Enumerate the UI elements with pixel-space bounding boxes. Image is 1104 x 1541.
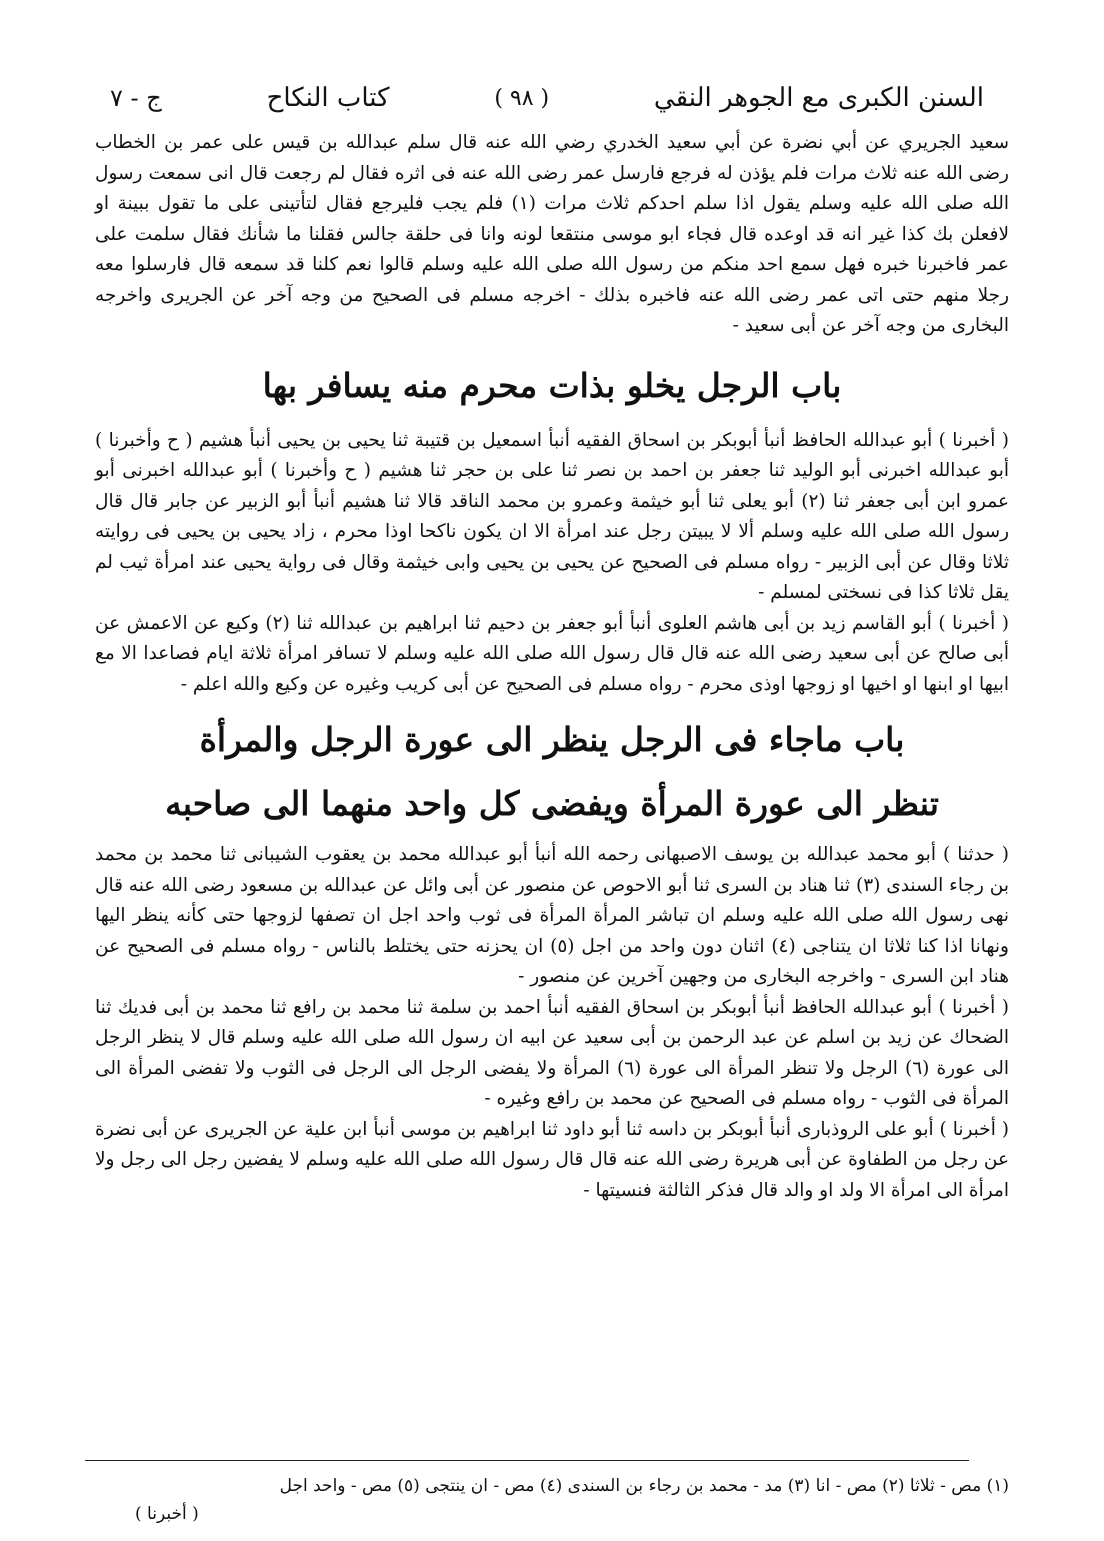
- page-body: [95, 128, 1009, 1206]
- chapter-heading-2-line-1: باب ماجاء فى الرجل ينظر الى عورة الرجل والمرأة: [199, 720, 905, 759]
- chapter-heading-1: باب الرجل يخلو بذات محرم منه يسافر بها: [262, 365, 842, 405]
- page-number: ( ۹۸ ): [494, 85, 550, 111]
- header-title: السنن الكبرى مع الجوهر النقي: [653, 83, 984, 113]
- paragraph-6: ( أخبرنا ) أبو على الروذبارى أنبأ أبوبكر بن داسه ثنا أبو داود ثنا ابراهيم بن موسى أنبأ ابن علية عن الجريرى عن أبى نضرة عن رجل من الطفاوة عن أبى هريرة رضى الله عنه قال قال رسول الله صلى الله عليه وسلم لا يفضين رجل الى رجل ولا امرأة الى امرأة الا ولد او والد قال فذكر الثالثة فنسيتها -: [95, 1118, 1009, 1201]
- header-volume: ج - ٧: [110, 84, 162, 112]
- header-book: كتاب النكاح: [266, 83, 390, 113]
- footnote-line-2: ( أخبرنا ): [135, 1504, 199, 1524]
- paragraph-4: ( حدثنا ) أبو محمد عبدالله بن يوسف الاصبهانى رحمه الله أنبأ أبو عبدالله محمد بن يعقوب الشيبانى ثنا محمد بن محمد بن رجاء السندى (٣) ثنا هناد بن السرى ثنا أبو الاحوص عن منصور عن أبى وائل عن عبدالله بن مسعود رضى الله عنه قال نهى رسول الله صلى الله عليه وسلم ان تباشر المرأة المرأة فى ثوب واحد اجل ان تصفها لزوجها حتى كأنه ينظر اليها ونهانا اذا كنا ثلاثا ان يتناجى (٤) اثنان دون واحد من اجل (٥) ان يحزنه حتى يختلط بالناس - رواه مسلم فى الصحيح عن هناد ابن السرى - واخرجه البخارى من وجهين آخرين عن منصور -: [95, 844, 1009, 987]
- footnotes: [95, 1472, 1009, 1528]
- page-header: [110, 78, 984, 118]
- paragraph-1: سعيد الجريري عن أبي نضرة عن أبي سعيد الخدري رضي الله عنه قال سلم عبدالله بن قيس على عمر بن الخطاب رضى الله عنه ثلاث مرات فلم يؤذن له فرجع فارسل عمر رضى الله عنه فى اثره فقال لم رجعت قال انى سمعت رسول الله صلى الله عليه وسلم يقول اذا سلم احدكم ثلاث مرات (١) فلم يجب فليرجع فقال لتأتينى على ما تقول ببينة او لافعلن بك كذا غير انه قد اوعده قال فجاء ابو موسى منتقعا لونه وانا فى حلقة جالس فقلنا ما شأنك فقال سلمت على عمر فاخبرنا خبره فهل سمع احد منكم من رسول الله صلى الله عليه وسلم قالوا نعم كلنا قد سمعه قال فارسلوا معه رجلا منهم حتى اتى عمر رضى الله عنه فاخبره بذلك - اخرجه مسلم فى الصحيح من وجه آخر عن الجريرى واخرجه البخارى من وجه آخر عن أبى سعيد -: [95, 132, 1009, 336]
- footnote-line-1: (١) مص - ثلاثا (٢) مص - انا (٣) مد - محمد بن رجاء بن السندى (٤) مص - ان ينتجى (٥) مص - واحد اجل: [279, 1476, 1009, 1496]
- paragraph-3: ( أخبرنا ) أبو القاسم زيد بن أبى هاشم العلوى أنبأ أبو جعفر بن دحيم ثنا ابراهيم بن عبدالله ثنا (٢) وكيع عن الاعمش عن أبى صالح عن أبى سعيد رضى الله عنه قال قال رسول الله صلى الله عليه وسلم لا تسافر امرأة ثلاثة ايام فصاعدا الا مع ابيها او ابنها او اخيها او زوجها اوذى محرم - رواه مسلم فى الصحيح عن أبى كريب وغيره عن وكيع والله اعلم -: [95, 612, 1009, 695]
- paragraph-2: ( أخبرنا ) أبو عبدالله الحافظ أنبأ أبوبكر بن اسحاق الفقيه أنبأ اسمعيل بن قتيبة ثنا يحيى بن يحيى أنبأ هشيم ( ح وأخبرنا ) أبو عبدالله اخبرنى أبو الوليد ثنا جعفر بن احمد بن نصر ثنا على بن حجر ثنا هشيم ( ح وأخبرنا ) أبو عبدالله اخبرنى أبو عمرو ابن أبى جعفر ثنا (٢) أبو يعلى ثنا أبو خيثمة وعمرو بن محمد الناقد قالا ثنا هشيم أنبأ أبو الزبير عن جابر قال قال رسول الله صلى الله عليه وسلم ألا لا يبيتن رجل عند امرأة الا ان يكون ناكحا اوذا محرم ، زاد يحيى بن يحيى فى روايته ثلاثا وقال عن أبى الزبير - رواه مسلم فى الصحيح عن يحيى بن يحيى وابى خيثمة وقال فى رواية يحيى عند امرأة ثيب لم يقل ثلاثا كذا فى نسختى لمسلم -: [95, 429, 1009, 603]
- chapter-heading-2-line-2: تنظر الى عورة المرأة ويفضى كل واحد منهما الى صاحبه: [165, 784, 939, 823]
- footnote-divider: [85, 1460, 969, 1461]
- paragraph-5: ( أخبرنا ) أبو عبدالله الحافظ أنبأ أبوبكر بن اسحاق الفقيه أنبأ احمد بن سلمة ثنا محمد بن رافع ثنا محمد بن أبى فديك ثنا الضحاك عن زيد بن اسلم عن عبد الرحمن بن أبى سعيد عن ابيه ان رسول الله صلى الله عليه وسلم قال لا ينظر الرجل الى عورة (٦) الرجل ولا تنظر المرأة الى عورة (٦) المرأة ولا يفضى الرجل الى الرجل فى الثوب ولا تفضى المرأة الى المرأة فى الثوب - رواه مسلم فى الصحيح عن محمد بن رافع وغيره -: [95, 996, 1009, 1109]
